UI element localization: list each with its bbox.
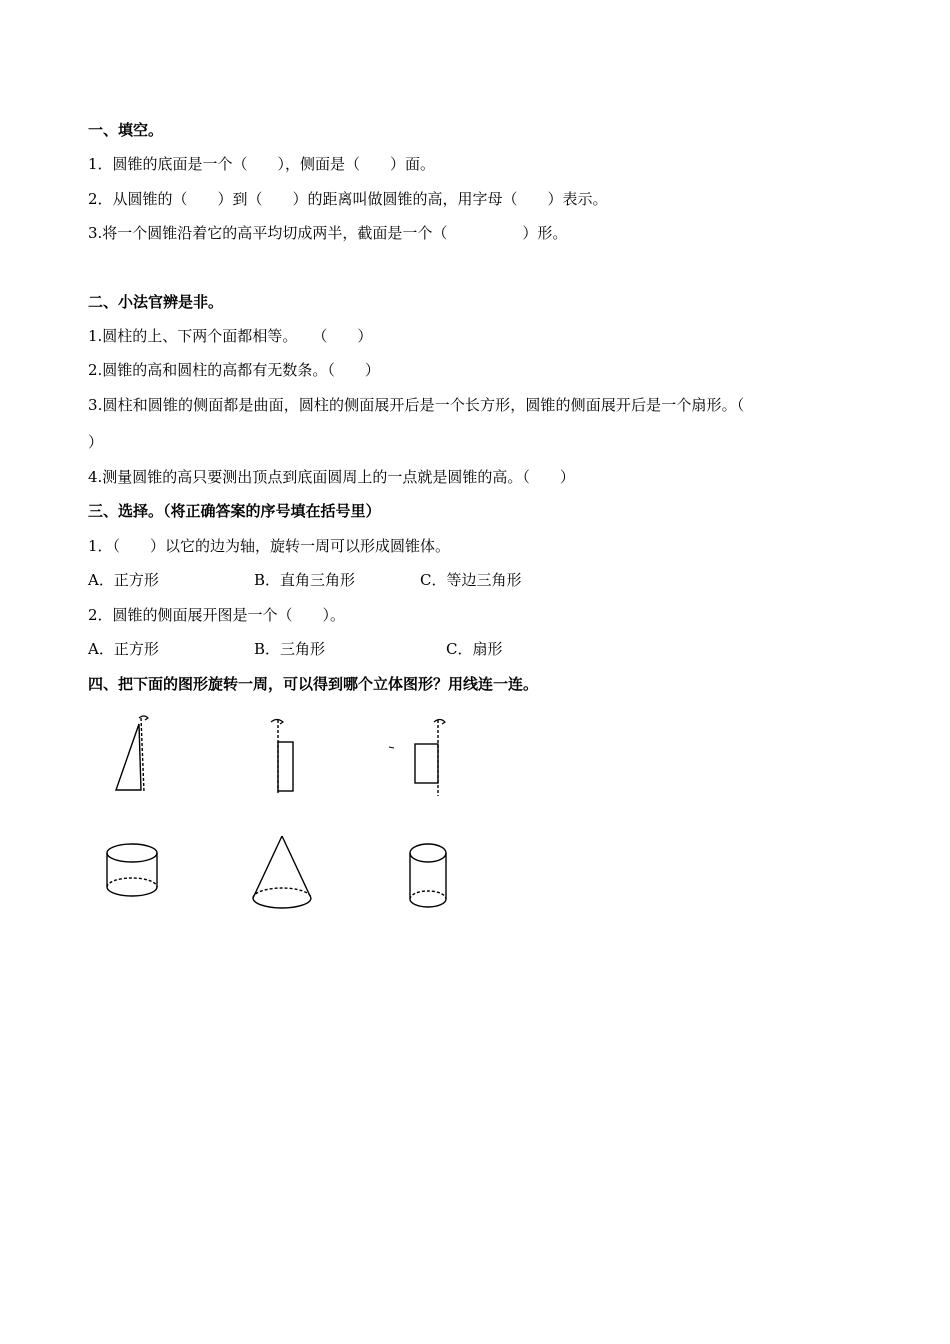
section3-q1-option-b: B．直角三角形	[254, 571, 356, 589]
section3-heading: 三、选择。（将正确答案的序号填在括号里）	[88, 502, 381, 520]
tall-rectangle-figure	[271, 720, 293, 796]
short-cylinder-figure	[107, 844, 157, 896]
section1-question-3: 3.将一个圆锥沿着它的高平均切成两半，截面是一个（ ）形。	[88, 224, 568, 242]
section4-heading: 四、把下面的图形旋转一周，可以得到哪个立体图形？用线连一连。	[88, 675, 539, 693]
section3-q1-option-c: C．等边三角形	[420, 571, 522, 589]
section2-question-3-cont: ）	[88, 433, 104, 451]
section3-q1-option-a: A．正方形	[88, 571, 159, 589]
right-triangle-figure	[116, 716, 148, 792]
section1-question-1: 1．圆锥的底面是一个（ ），侧面是（ ）面。	[88, 155, 436, 173]
section1-question-2: 2．从圆锥的（ ）到（ ）的距离叫做圆锥的高，用字母（ ）表示。	[88, 190, 608, 208]
tall-cylinder-figure	[410, 844, 446, 907]
section3-q2-option-b: B．三角形	[254, 640, 326, 658]
cone-figure	[253, 836, 311, 908]
section2-question-2: 2.圆锥的高和圆柱的高都有无数条。（ ）	[88, 361, 380, 379]
section3-q2-option-c: C．扇形	[446, 640, 503, 658]
section2-question-4: 4.测量圆锥的高只要测出顶点到底面圆周上的一点就是圆锥的高。（ ）	[88, 468, 575, 486]
section2-question-1: 1.圆柱的上、下两个面都相等。 （ ）	[88, 327, 373, 345]
section2-heading: 二、小法官辨是非。	[88, 293, 224, 311]
short-rectangle-figure	[389, 720, 445, 797]
section3-q2-option-a: A．正方形	[88, 640, 159, 658]
section3-question-2: 2．圆锥的侧面展开图是一个（ ）。	[88, 606, 346, 624]
section2-question-3: 3.圆柱和圆锥的侧面都是曲面，圆柱的侧面展开后是一个长方形，圆锥的侧面展开后是一个扇形。（	[88, 396, 745, 414]
section3-question-1: 1．（ ）以它的边为轴，旋转一周可以形成圆锥体。	[88, 537, 451, 555]
section1-heading: 一、填空。	[88, 121, 164, 139]
